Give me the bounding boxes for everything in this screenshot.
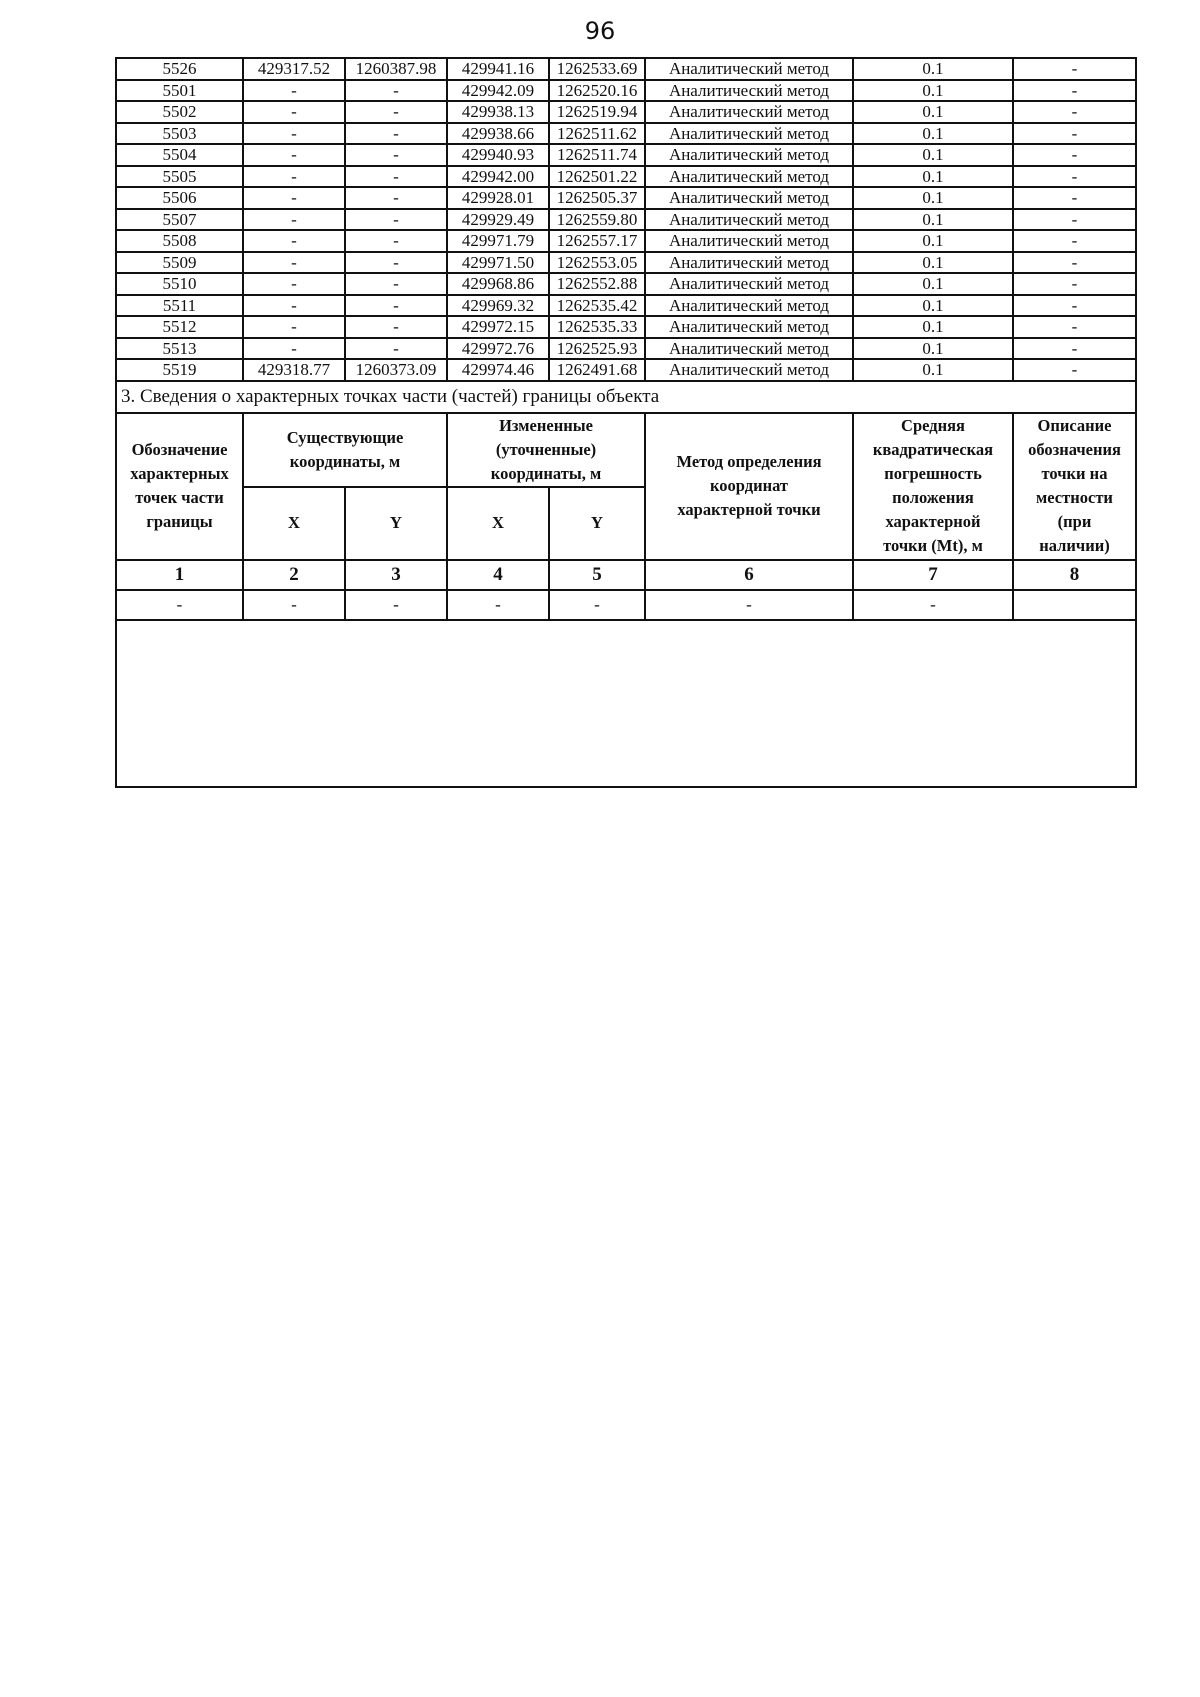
y-existing-cell: - [345,338,447,360]
y-changed-cell: 1262557.17 [549,230,645,252]
error-cell: 0.1 [853,209,1013,231]
x-existing-cell: - [243,252,345,274]
method-cell: Аналитический метод [645,359,853,381]
x-changed-cell: 429941.16 [447,58,549,80]
table-row [116,58,1136,80]
y-changed-cell: 1262491.68 [549,359,645,381]
empty-cell: - [549,590,645,620]
table-row [116,273,1136,295]
description-cell: - [1013,295,1136,317]
empty-cell: - [447,590,549,620]
x-existing-cell: - [243,295,345,317]
table-row [116,209,1136,231]
x-existing-cell: - [243,338,345,360]
table-row [116,187,1136,209]
x-changed-cell: 429969.32 [447,295,549,317]
description-cell: - [1013,359,1136,381]
table-row [116,338,1136,360]
x-existing-cell: - [243,273,345,295]
x-existing-cell: 429317.52 [243,58,345,80]
x-changed-cell: 429938.13 [447,101,549,123]
x-existing-cell: - [243,123,345,145]
section-3-title: 3. Сведения о характерных точках части (частей) границы объекта [116,381,1136,413]
point-id-cell: 5505 [116,166,243,188]
x-existing-cell: - [243,144,345,166]
column-number: 5 [549,560,645,590]
y-existing-cell: - [345,144,447,166]
blank-area [116,620,1136,787]
method-cell: Аналитический метод [645,166,853,188]
x-existing-cell: - [243,209,345,231]
x-changed-cell: 429972.15 [447,316,549,338]
table-row [116,80,1136,102]
column-number: 4 [447,560,549,590]
y-changed-cell: 1262535.42 [549,295,645,317]
x-changed-cell: 429938.66 [447,123,549,145]
description-cell: - [1013,230,1136,252]
method-cell: Аналитический метод [645,316,853,338]
description-cell: - [1013,316,1136,338]
column-number: 3 [345,560,447,590]
description-cell: - [1013,273,1136,295]
method-cell: Аналитический метод [645,101,853,123]
error-cell: 0.1 [853,316,1013,338]
table-row [116,101,1136,123]
header-existing-coordinates: Существующие координаты, м [243,413,447,487]
header-x-changed: X [447,487,549,560]
y-existing-cell: - [345,123,447,145]
error-cell: 0.1 [853,123,1013,145]
point-id-cell: 5506 [116,187,243,209]
x-changed-cell: 429942.00 [447,166,549,188]
y-existing-cell: - [345,187,447,209]
empty-cell: - [345,590,447,620]
method-cell: Аналитический метод [645,209,853,231]
point-id-cell: 5508 [116,230,243,252]
column-number: 6 [645,560,853,590]
header-changed-coordinates: Измененные (уточненные) координаты, м [447,413,645,487]
header-y-changed: Y [549,487,645,560]
empty-data-row [116,590,1136,620]
boundary-points-table [115,57,1137,788]
x-changed-cell: 429971.79 [447,230,549,252]
error-cell: 0.1 [853,230,1013,252]
column-number: 1 [116,560,243,590]
description-cell: - [1013,80,1136,102]
point-id-cell: 5501 [116,80,243,102]
error-cell: 0.1 [853,58,1013,80]
error-cell: 0.1 [853,273,1013,295]
x-changed-cell: 429968.86 [447,273,549,295]
x-changed-cell: 429971.50 [447,252,549,274]
x-changed-cell: 429974.46 [447,359,549,381]
method-cell: Аналитический метод [645,230,853,252]
error-cell: 0.1 [853,295,1013,317]
description-cell: - [1013,187,1136,209]
point-id-cell: 5504 [116,144,243,166]
empty-cell: - [853,590,1013,620]
y-existing-cell: - [345,273,447,295]
method-cell: Аналитический метод [645,144,853,166]
y-existing-cell: - [345,230,447,252]
page-number: 96 [584,17,616,45]
table-row [116,252,1136,274]
y-changed-cell: 1262505.37 [549,187,645,209]
point-id-cell: 5509 [116,252,243,274]
column-number: 7 [853,560,1013,590]
table-row [116,295,1136,317]
point-id-cell: 5503 [116,123,243,145]
method-cell: Аналитический метод [645,295,853,317]
table-row [116,230,1136,252]
error-cell: 0.1 [853,144,1013,166]
point-id-cell: 5519 [116,359,243,381]
y-changed-cell: 1262511.74 [549,144,645,166]
description-cell: - [1013,123,1136,145]
point-id-cell: 5502 [116,101,243,123]
y-existing-cell: - [345,295,447,317]
blank-area-row [116,620,1136,787]
y-changed-cell: 1262520.16 [549,80,645,102]
x-existing-cell: - [243,230,345,252]
points-table-body [116,58,1136,381]
method-cell: Аналитический метод [645,123,853,145]
y-changed-cell: 1262533.69 [549,58,645,80]
y-changed-cell: 1262535.33 [549,316,645,338]
error-cell: 0.1 [853,101,1013,123]
x-changed-cell: 429928.01 [447,187,549,209]
point-id-cell: 5513 [116,338,243,360]
x-changed-cell: 429940.93 [447,144,549,166]
y-existing-cell: - [345,166,447,188]
x-changed-cell: 429942.09 [447,80,549,102]
x-existing-cell: - [243,187,345,209]
empty-cell: - [243,590,345,620]
point-id-cell: 5512 [116,316,243,338]
table-row [116,316,1136,338]
error-cell: 0.1 [853,80,1013,102]
y-existing-cell: - [345,209,447,231]
description-cell: - [1013,166,1136,188]
y-changed-cell: 1262525.93 [549,338,645,360]
header-x-existing: X [243,487,345,560]
x-changed-cell: 429929.49 [447,209,549,231]
method-cell: Аналитический метод [645,338,853,360]
y-changed-cell: 1262511.62 [549,123,645,145]
point-id-cell: 5510 [116,273,243,295]
empty-cell [1013,590,1136,620]
description-cell: - [1013,144,1136,166]
y-changed-cell: 1262559.80 [549,209,645,231]
y-existing-cell: - [345,101,447,123]
method-cell: Аналитический метод [645,252,853,274]
y-existing-cell: 1260387.98 [345,58,447,80]
y-changed-cell: 1262519.94 [549,101,645,123]
point-id-cell: 5511 [116,295,243,317]
y-changed-cell: 1262553.05 [549,252,645,274]
x-existing-cell: - [243,101,345,123]
header-description: Описание обозначения точки на местности (при наличии) [1013,413,1136,560]
y-existing-cell: - [345,316,447,338]
description-cell: - [1013,209,1136,231]
header-row [116,413,1136,487]
x-changed-cell: 429972.76 [447,338,549,360]
empty-cell: - [116,590,243,620]
point-id-cell: 5526 [116,58,243,80]
table-row [116,123,1136,145]
header-method: Метод определения координат характерной точки [645,413,853,560]
y-changed-cell: 1262501.22 [549,166,645,188]
error-cell: 0.1 [853,252,1013,274]
header-error: Средняя квадратическая погрешность положения характерной точки (Mt), м [853,413,1013,560]
description-cell: - [1013,101,1136,123]
x-existing-cell: - [243,316,345,338]
x-existing-cell: 429318.77 [243,359,345,381]
x-existing-cell: - [243,80,345,102]
header-y-existing: Y [345,487,447,560]
section-3-title-row [116,381,1136,413]
error-cell: 0.1 [853,338,1013,360]
table-row [116,166,1136,188]
point-id-cell: 5507 [116,209,243,231]
error-cell: 0.1 [853,166,1013,188]
column-number: 8 [1013,560,1136,590]
error-cell: 0.1 [853,359,1013,381]
description-cell: - [1013,252,1136,274]
y-existing-cell: 1260373.09 [345,359,447,381]
y-changed-cell: 1262552.88 [549,273,645,295]
table-row [116,359,1136,381]
y-existing-cell: - [345,252,447,274]
column-number: 2 [243,560,345,590]
description-cell: - [1013,338,1136,360]
method-cell: Аналитический метод [645,273,853,295]
table-row [116,144,1136,166]
header-designation: Обозначение характерных точек части границы [116,413,243,560]
error-cell: 0.1 [853,187,1013,209]
section-3-table [116,381,1136,787]
method-cell: Аналитический метод [645,58,853,80]
x-existing-cell: - [243,166,345,188]
empty-cell: - [645,590,853,620]
method-cell: Аналитический метод [645,187,853,209]
description-cell: - [1013,58,1136,80]
column-number-row [116,560,1136,590]
method-cell: Аналитический метод [645,80,853,102]
y-existing-cell: - [345,80,447,102]
